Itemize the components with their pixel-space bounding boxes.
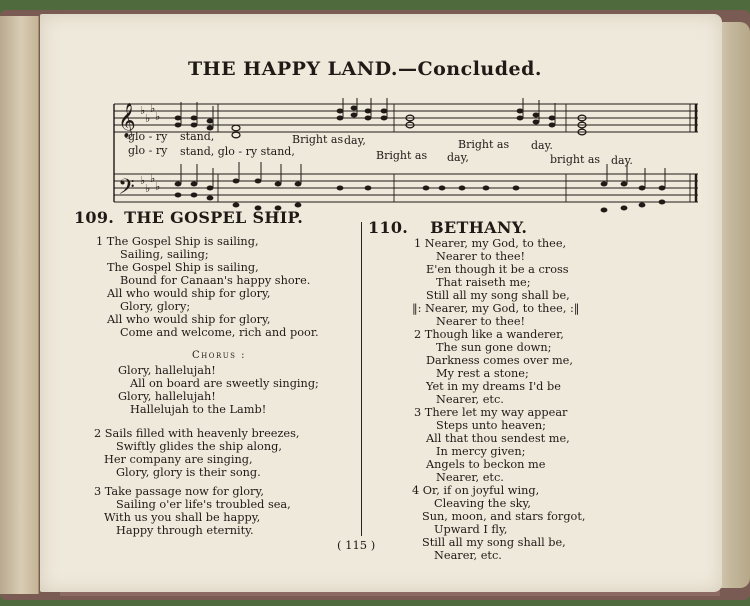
hymn-number: 110. [368,218,409,237]
verse-line: Happy through eternity. [116,524,254,537]
lyric-treble: day. [531,139,553,152]
verse-line: Yet in my dreams I'd be [426,380,561,393]
lyric-bass: day. [611,154,633,167]
verse-line: Nearer to thee! [436,315,526,328]
svg-text:𝄢: 𝄢 [118,175,135,205]
lyric-treble: glo - ry [128,130,168,143]
verse-line: Bound for Canaan's happy shore. [120,274,311,287]
lyric-bass: Bright as [376,149,428,162]
verse-line: Cleaving the sky, [434,497,531,510]
svg-text:♭: ♭ [140,174,146,187]
verse-line: All who would ship for glory, [107,287,271,300]
chorus-line: Glory, hallelujah! [118,364,216,377]
lyric-treble: stand, [180,130,215,143]
verse-line: The sun gone down; [436,341,552,354]
verse-line: All who would ship for glory, [107,313,271,326]
verse-line: All that thou sendest me, [426,432,570,445]
svg-text:♭: ♭ [150,102,156,115]
verse-line: The Gospel Ship is sailing, [107,261,259,274]
lyric-treble: Bright as [292,133,344,146]
verse-line: 1 Nearer, my God, to thee, [414,237,567,250]
verse-line: Nearer to thee! [436,250,526,263]
lyric-treble: day, [344,134,366,147]
verse-line: My rest a stone; [436,367,529,380]
verse-line: ‖: Nearer, my God, to thee, :‖ [412,302,580,315]
verse-line: In mercy given; [436,445,526,458]
column-divider [361,222,362,536]
verse-line: E'en though it be a cross [426,263,569,276]
svg-text:♭: ♭ [155,110,161,123]
verse-line: Upward I fly, [434,523,508,536]
chorus-line: All on board are sweetly singing; [130,377,319,390]
svg-text:♭: ♭ [145,112,151,125]
verse-line: 2 Sails filled with heavenly breezes, [94,427,300,440]
verse-line: Sun, moon, and stars forgot, [422,510,586,523]
svg-text:♭: ♭ [155,180,161,193]
lyric-bass: day, [447,151,469,164]
lyric-bass: bright as [550,153,601,166]
hymnal-page [40,14,722,592]
verse-line: Sailing o'er life's troubled sea, [116,498,291,511]
page-number: ( 115 ) [337,538,376,552]
verse-line: Her company are singing, [104,453,253,466]
verse-line: Come and welcome, rich and poor. [120,326,319,339]
verse-line: That raiseth me; [436,276,531,289]
verse-line: Swiftly glides the ship along, [116,440,282,453]
verse-line: Glory, glory; [120,300,191,313]
verse-line: Still all my song shall be, [422,536,566,549]
hymn-name: THE GOSPEL SHIP. [124,208,304,227]
verse-line: 2 Though like a wanderer, [414,328,564,341]
lyric-bass: stand, glo - ry stand, [180,145,295,158]
verse-line: 4 Or, if on joyful wing, [412,484,540,497]
svg-text:♭: ♭ [150,172,156,185]
hymn-number: 109. [74,208,115,227]
verse-line: Nearer, etc. [436,471,504,484]
verse-line: Nearer, etc. [436,393,504,406]
hymn-title-110 [368,218,527,237]
verse-line: Angels to beckon me [426,458,546,471]
verse-line: 1 The Gospel Ship is sailing, [96,235,259,248]
verse-line: 3 Take passage now for glory, [94,485,264,498]
verse-line: 3 There let my way appear [414,406,568,419]
page-heading: THE HAPPY LAND.—Concluded. [188,58,542,80]
verse-line: With us you shall be happy, [104,511,261,524]
lyric-treble: Bright as [458,138,510,151]
verse-line: Still all my song shall be, [426,289,570,302]
chorus-line: Glory, hallelujah! [118,390,216,403]
svg-text:♭: ♭ [145,182,151,195]
hymn-title-109 [74,208,303,227]
verse-line: Steps unto heaven; [436,419,546,432]
chorus-line: Hallelujah to the Lamb! [130,403,267,416]
verse-line: Sailing, sailing; [120,248,209,261]
left-page-edge [0,16,39,594]
verse-line: Nearer, etc. [434,549,502,562]
verse-line: Darkness comes over me, [426,354,573,367]
svg-text:𝄞: 𝄞 [118,103,136,138]
chorus-label: Chorus : [192,350,247,361]
lyric-bass: glo - ry [128,144,168,157]
verse-line: Glory, glory is their song. [116,466,261,479]
hymn-name: BETHANY. [430,218,528,237]
svg-text:♭: ♭ [140,104,146,117]
